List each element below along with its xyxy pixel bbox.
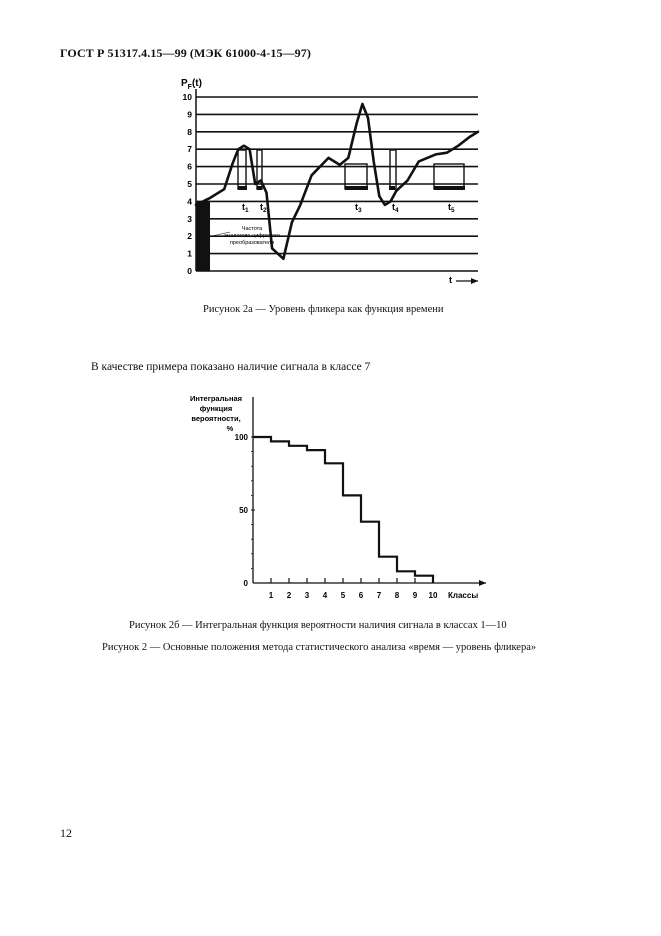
cdf-step-curve	[253, 437, 433, 583]
x-tick-label: 8	[394, 591, 400, 600]
gate-t4	[390, 150, 396, 189]
page-number: 12	[60, 826, 72, 840]
time-mark-t4: $t_4$	[392, 202, 399, 214]
y-tick-label: 8	[187, 126, 192, 137]
gate-bar-t3	[345, 186, 368, 190]
y-axis-label-line-1: Интегральная	[189, 394, 243, 403]
time-mark-t2: $t_2$	[260, 202, 267, 214]
y-tick-label: 9	[187, 109, 192, 120]
x-tick-label: 3	[304, 591, 310, 600]
gate-bars	[238, 186, 465, 190]
gate-t5	[434, 164, 464, 189]
figure-2a-chart	[150, 70, 490, 290]
x-tick-label: 7	[376, 591, 382, 600]
y-tick-label: 6	[187, 161, 192, 172]
gate-bar-t2	[257, 186, 262, 190]
sampling-bar	[196, 201, 210, 271]
x-axis-arrowhead	[471, 278, 478, 284]
x-tick-label: 9	[412, 591, 418, 600]
gate-bar-t5	[434, 186, 465, 190]
time-mark-t1: $t_1$	[242, 202, 249, 214]
y-tick-labels	[183, 92, 193, 276]
y-tick-label: 4	[187, 196, 192, 207]
y-tick-label: 2	[187, 231, 192, 242]
y-tick-label: 3	[187, 213, 192, 224]
gate-bar-t1	[238, 186, 247, 190]
time-mark-t5: $t_5$	[448, 202, 455, 214]
figure-2-caption: Рисунок 2 — Основные положения метода статистического анализа «время — уровень фликера»	[102, 642, 537, 653]
y-tick-label: 0	[187, 266, 192, 276]
x-axis-arrowhead	[479, 580, 486, 586]
gate-t3	[345, 164, 367, 189]
y-tick-label: 10	[182, 92, 192, 102]
y-tick-label: 7	[187, 144, 192, 155]
y-tick-label: 0	[243, 579, 248, 588]
x-tick-label: 6	[358, 591, 364, 600]
time-mark-t3: $t_3$	[355, 202, 362, 214]
document-header: ГОСТ Р 51317.4.15—99 (МЭК 61000-4-15—97)	[60, 46, 311, 60]
sampling-label-line-1: Частота	[241, 226, 263, 232]
y-tick-label: 1	[187, 248, 192, 259]
x-tick-label: 4	[322, 591, 328, 600]
y-tick-label: 50	[239, 506, 248, 515]
x-tick-label: 10	[428, 591, 438, 600]
x-tick-label: 2	[286, 591, 292, 600]
gate-bar-t4	[389, 186, 395, 190]
y-axis-label-line-2: функция	[199, 404, 233, 413]
x-axis-label: t	[449, 275, 452, 285]
y-axis-label: $P_F(t)$	[181, 78, 202, 91]
y-tick-label: 100	[234, 433, 248, 442]
x-axis-label: Классы	[448, 591, 479, 600]
sampling-label-line-2: аналогово-цифрового	[224, 233, 280, 239]
y-tick-label: 5	[187, 179, 192, 189]
y-axis-label-line-3: вероятности,	[191, 414, 241, 423]
sampling-label-line-3: преобразователя	[229, 240, 275, 246]
figure-2b-chart	[170, 388, 500, 603]
figure-2b-caption: Рисунок 2б — Интегральная функция вероятности наличия сигнала в классах 1—10	[129, 620, 507, 631]
gate-t1	[238, 150, 246, 189]
x-tick-label: 5	[340, 591, 346, 600]
example-paragraph: В качестве примера показано наличие сигнала в классе 7	[91, 361, 371, 373]
figure-2a-caption: Рисунок 2а — Уровень фликера как функция времени	[203, 304, 444, 315]
x-tick-label: 1	[268, 591, 274, 600]
y-axis-label-line-4: %	[226, 424, 234, 433]
